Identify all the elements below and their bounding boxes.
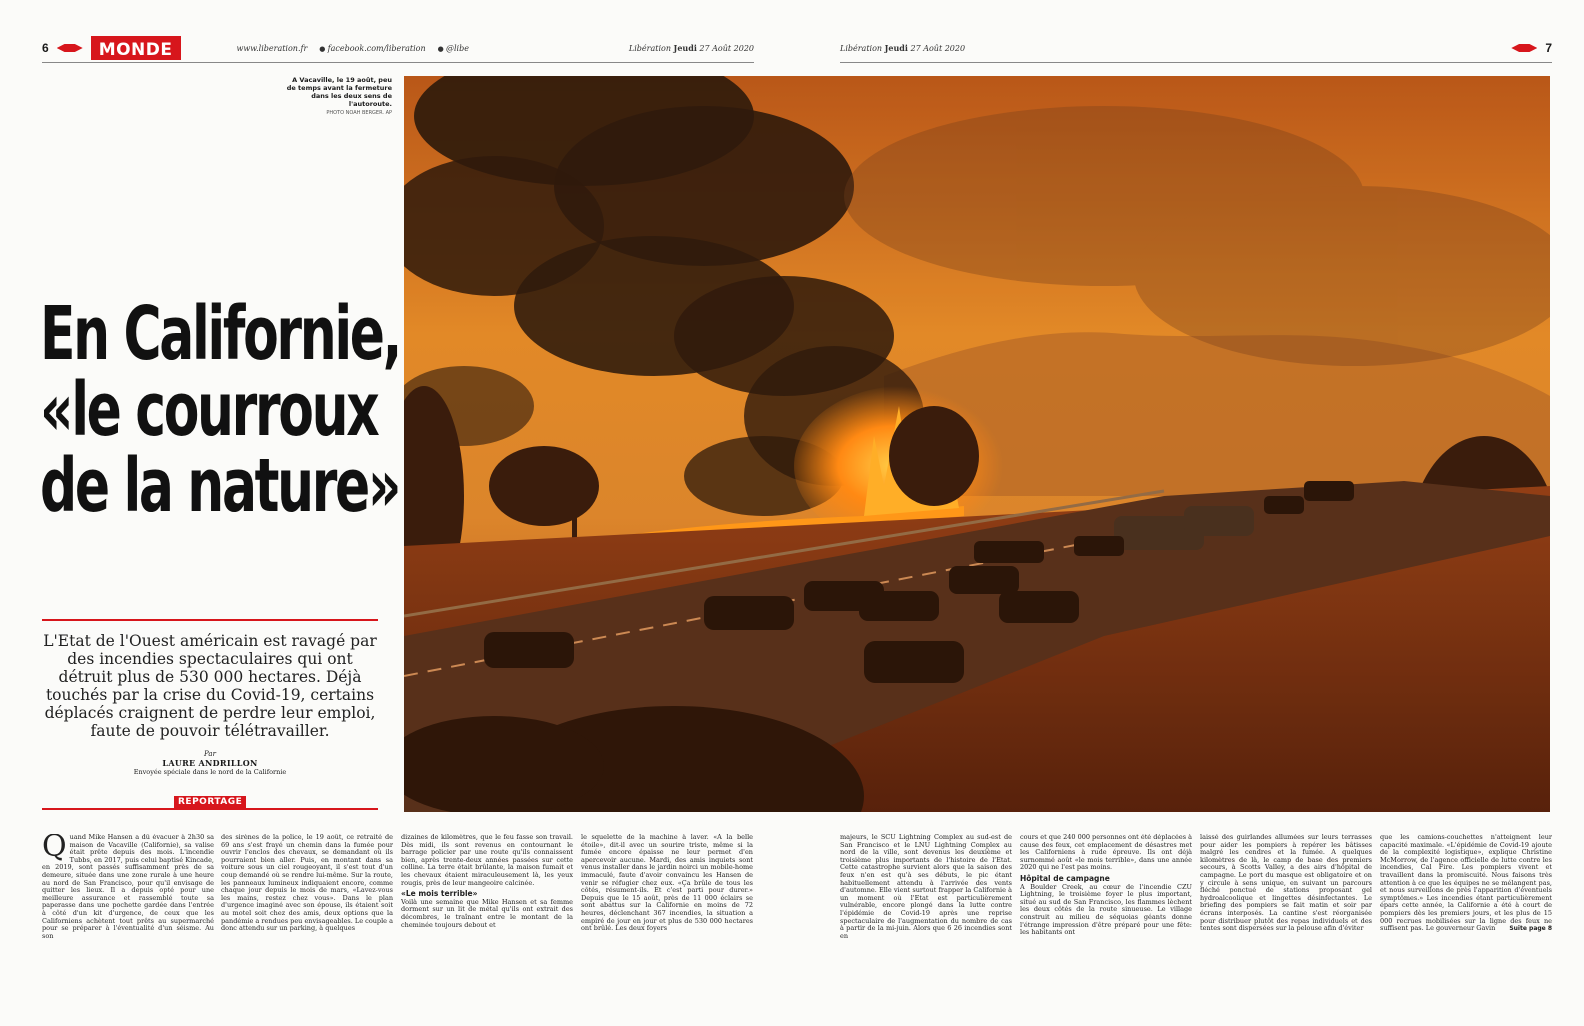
body-text-8: que les camions-couchettes n'atteignent leur capacité maximale. «L'épidémie de Covid-19 ajoute de la complexité logistique», explique Christine McMorrow, de l'agence officielle de lutte contre les incendies, Cal Fire. Les pompiers vivent et travaillent dans la promiscuité. Nous faisons très attention à ce que les équipes ne se mélangent pas, et nous surveillons de près l'apparition d'éventuels symptômes.» Les incendies étant particulièrement épars cette année, la Californie a été à court de pompiers dès les premiers jours, et les plus de 15 000 recrues mobilisées sur la ligne des feux ne suffisent pas. Le gouverneur Gavin — [1380, 834, 1552, 933]
right-page-header — [840, 36, 1552, 60]
left-dateline — [629, 43, 754, 53]
headline — [40, 291, 401, 529]
body-text-1: uand Mike Hansen a dû évacuer à 2h30 sa maison de Vacaville (Californie), sa valise était prête depuis des mois. L'incendie Tubbs, en 2017, puis celui baptisé Kincade, en 2019, sont passés suffisamment près de sa demeure, située dans une zone rurale à une heure au nord de San Francisco, pour qu'il envisage de quitter les lieux. Il a depuis opté pour une meilleure assurance et rassemblé toute sa paperasse dans une pochette gardée dans l'entrée à côté d'un kit d'urgence, de ceux que les Californiens achètent tout prêts au supermarché pour se préparer à l'éventualité d'un séisme. Au son — [42, 834, 214, 940]
facebook-link[interactable]: ● facebook.com/liberation — [319, 44, 425, 53]
body-text-6: cours et que 240 000 personnes ont été déplacées à cause des feux, cet emplacement de désastres met les Californiens à rude épreuve. Ils ont déjà surnommé août «le mois terrible», dans une année 2020 qui ne l'est pas moins. — [1020, 834, 1192, 872]
left-paper-name: Libération — [628, 44, 671, 53]
right-paper-name: Libération — [840, 44, 883, 53]
left-page-number: 6 — [42, 41, 49, 55]
right-day: Jeudi — [884, 43, 908, 53]
social-links — [237, 44, 469, 53]
body-column-1 — [42, 834, 214, 986]
right-date: 27 Août 2020 — [910, 44, 966, 53]
photo-credit: PHOTO NOAH BERGER. AP — [326, 110, 392, 116]
crosshead-mois-terrible: «Le mois terrible» — [401, 889, 478, 899]
photo-caption-text: A Vacaville, le 19 août, peu de temps avant la fermeture dans les deux sens de l'autoroute. — [286, 76, 392, 108]
body-text-5: majeurs, le SCU Lightning Complex au sud-est de San Francisco et le LNU Lightning Complex au nord de la ville, sont devenus les deuxième et troisième plus importants de l'histoire de l'Etat. Cette catastrophe survient alors que la saison des feux n'en est qu'à ses débuts, le pic étant habituellement attendu à l'arrivée des vents d'automne. Elle vient surtout frapper la Californie à un moment où l'Etat est particulièrement vulnérable, encore plongé dans la lutte contre l'épidémie de Covid-19 après une reprise spectaculaire de l'augmentation du nombre de cas à partir de la mi-juin. Alors que 6 26 incendies sont en — [840, 834, 1012, 940]
website-link[interactable]: www.liberation.fr — [236, 43, 308, 53]
diamond-icon — [1511, 44, 1537, 52]
standfirst: L'Etat de l'Ouest américain est ravagé par des incendies spectaculaires qui ont détruit plus de 530 000 hectares. Déjà touchés par la crise du Covid-19, certains déplacés craignent de perdre leur emploi, faute de pouvoir télétravailler. — [43, 632, 377, 740]
photo-caption — [282, 76, 392, 117]
body-column-2 — [221, 834, 393, 986]
red-rule-top — [42, 619, 378, 621]
body-column-6 — [1020, 834, 1192, 986]
byline — [42, 750, 378, 777]
body-column-7 — [1200, 834, 1372, 986]
continued-page-note[interactable]: Suite page 8 — [1509, 925, 1552, 933]
section-label: MONDE — [91, 36, 181, 60]
byline-par: Par — [204, 750, 216, 758]
body-column-4 — [581, 834, 753, 986]
left-page-header — [42, 36, 754, 60]
right-folio — [1503, 41, 1552, 55]
author-role: Envoyée spéciale dans le nord de la Californie — [133, 768, 287, 776]
photo-tone — [404, 76, 1550, 812]
header-rule-left — [42, 62, 754, 63]
reportage-tag: REPORTAGE — [174, 796, 246, 808]
header-rule-right — [840, 62, 1552, 63]
body-text-3b: Voilà une semaine que Mike Hansen et sa femme dorment sur un lit de métal qu'ils ont extrait des décombres, le traînant entre le montant de la cheminée toujours debout et — [401, 897, 573, 929]
body-text-3: dizaines de kilomètres, que le feu fasse son travail. Dès midi, ils sont revenus en contournant le barrage policier par une route qu'ils connaissent bien, après trente-deux années passées sur cette colline. La terre était brûlante, la maison fumait et les chevaux étaient miraculeusement là, les yeux rougis, près de leur mangeoire calcinée. — [401, 834, 573, 887]
body-column-3 — [401, 834, 573, 986]
right-page-number: 7 — [1545, 41, 1552, 55]
crosshead-hopital: Hôpital de campagne — [1020, 873, 1110, 883]
red-rule-bottom — [42, 808, 378, 810]
left-date: 27 Août 2020 — [699, 44, 754, 53]
body-text-4: le squelette de la machine à laver. «A la belle étoile», dit-il avec un sourire triste, même si la fumée encore épaisse ne leur permet d'en apercevoir aucune. Mardi, des amis inquiets sont venus installer dans le jardin noirci un mobile-home immaculé, faute d'avoir convaincu les Hansen de venir se réfugier chez eux. «Ça brûle de tous les côtés, résument-ils. Et c'est parti pour durer.» Depuis que le 15 août, près de 11 000 éclairs se sont abattus sur la Californie en moins de 72 heures, déclenchant 367 incendies, la situation a empiré de jour en jour et plus de 530 000 hectares ont brûlé. Les deux foyers — [581, 834, 753, 933]
body-text-7: laissé des guirlandes allumées sur leurs terrasses pour aider les pompiers à repérer les bâtisses malgré les cendres et la fumée. A quelques kilomètres de là, le camp de base des premiers secours, à Scotts Valley, a des airs d'hôpital de campagne. Le port du masque est obligatoire et on y circule à sens unique, en suivant un parcours fléché ponctué de stations proposant gel hydroalcoolique et lingettes désinfectantes. Le briefing des pompiers se fait matin et soir par écrans interposés. La cantine s'est réorganisée pour distribuer plutôt des repas individuels et des tentes sont dispersées sur la pelouse afin d'éviter — [1200, 834, 1372, 933]
left-day: Jeudi — [673, 43, 697, 53]
headline-line-1: En Californie, — [40, 291, 401, 377]
diamond-icon — [57, 44, 83, 52]
body-text-6b: A Boulder Creek, au cœur de l'incendie CZU Lightning, le troisième foyer le plus important, situé au sud de San Francisco, les flammes lèchent les deux côtés de la route sinueuse. Le village construit au milieu de séquoias géants donne l'étrange impression d'être préparé pour une fête: les habitants ont — [1020, 882, 1192, 937]
body-column-5 — [840, 834, 1012, 986]
drop-cap: Q — [42, 834, 67, 864]
right-dateline — [840, 43, 965, 53]
headline-line-2: «le courroux — [40, 367, 378, 453]
wildfire-photo — [404, 76, 1550, 812]
body-text-2: des sirènes de la police, le 19 août, ce retraité de 69 ans s'est frayé un chemin dans la fumée pour ouvrir l'enclos des chevaux, se demandant où ils pourraient bien aller. Puis, en montant dans sa voiture sous un ciel rougeoyant, il s'est tout d'un coup demandé où se rendre lui-même. Sur la route, les panneaux lumineux indiquaient encore, comme chaque jour depuis le mois de mars, «Lavez-vous les mains, restez chez vous». Dans le plan d'urgence imaginé avec son épouse, ils étaient soit au motel soit chez des amis, deux options que la pandémie a rendues peu envisageables. Le couple a donc attendu sur un parking, à quelques — [221, 834, 393, 933]
author-name: LAURE ANDRILLON — [162, 758, 258, 768]
twitter-link[interactable]: ● @libe — [438, 44, 469, 53]
body-column-8 — [1380, 834, 1552, 986]
headline-line-3: de la nature» — [40, 443, 400, 529]
